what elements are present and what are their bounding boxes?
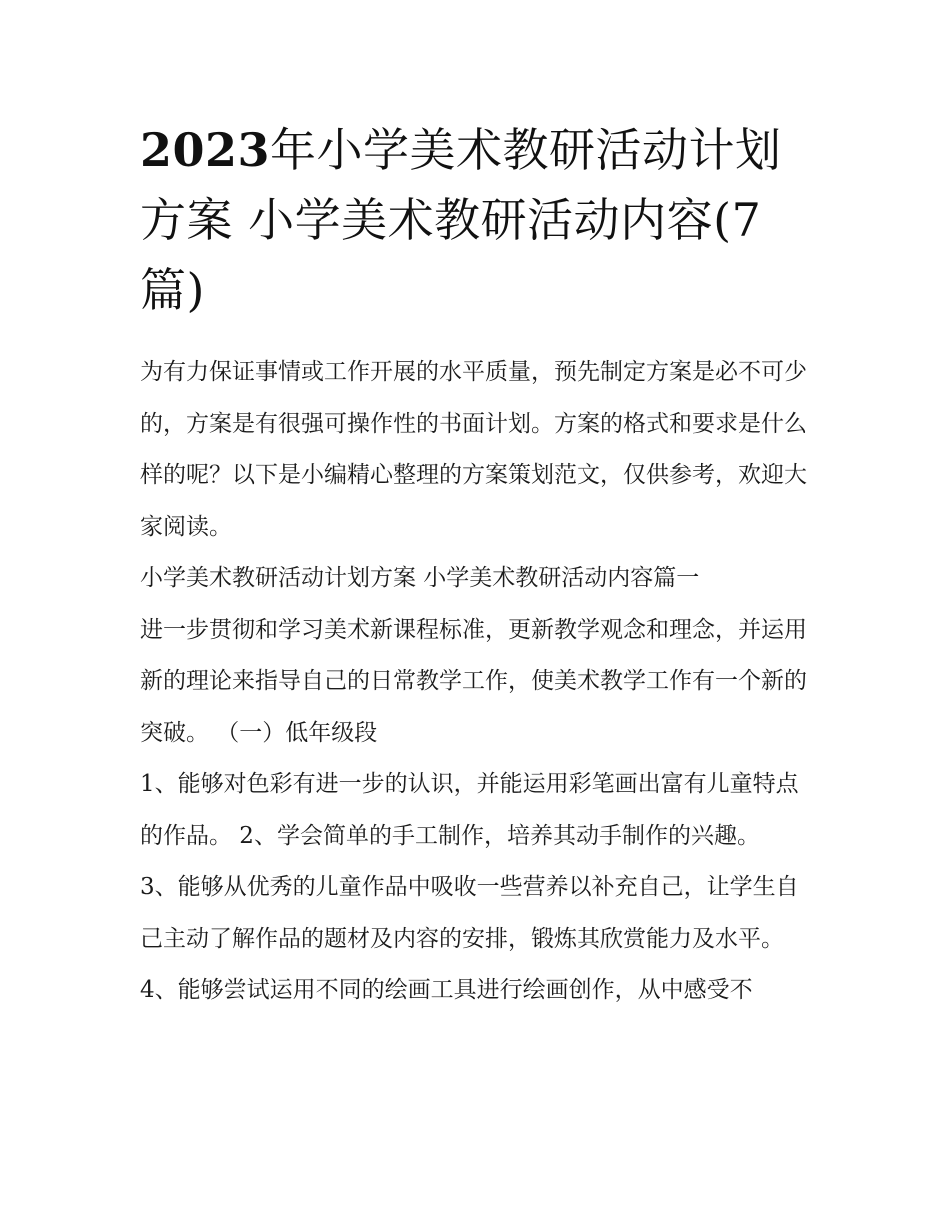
title-text: 年小学美术教研活动计划方案 小学美术教研活动内容(7篇) [140, 123, 782, 317]
section-heading: 小学美术教研活动计划方案 小学美术教研活动内容篇一 [140, 565, 700, 591]
list-item-3: 3、能够从优秀的儿童作品中吸收一些营养以补充自己，让学生自己主动了解作品的题材及内容的安排，锻炼其欣赏能力及水平。 [140, 874, 799, 952]
title-spacer [140, 325, 820, 347]
body-paragraph: 进一步贯彻和学习美术新课程标准，更新教学观念和理念，并运用新的理论来指导自己的日常教学工作，使美术教学工作有一个新的突破。 （一）低年级段 [140, 616, 807, 746]
list-item-1: 1、能够对色彩有进一步的认识，并能运用彩笔画出富有儿童特点的作品。 2、学会简单的手工制作，培养其动手制作的兴趣。 [140, 771, 799, 849]
list-item-4: 4、能够尝试运用不同的绘画工具进行绘画创作，从中感受不 [140, 977, 753, 1003]
intro-paragraph: 为有力保证事情或工作开展的水平质量，预先制定方案是必不可少的，方案是有很强可操作性的书面计划。方案的格式和要求是什么样的呢？以下是小编精心整理的方案策划范文，仅供参考，欢迎大家阅读。 [140, 359, 807, 540]
document-title [140, 115, 820, 325]
title-year: 2023 [140, 123, 271, 177]
document-body [140, 115, 820, 1017]
